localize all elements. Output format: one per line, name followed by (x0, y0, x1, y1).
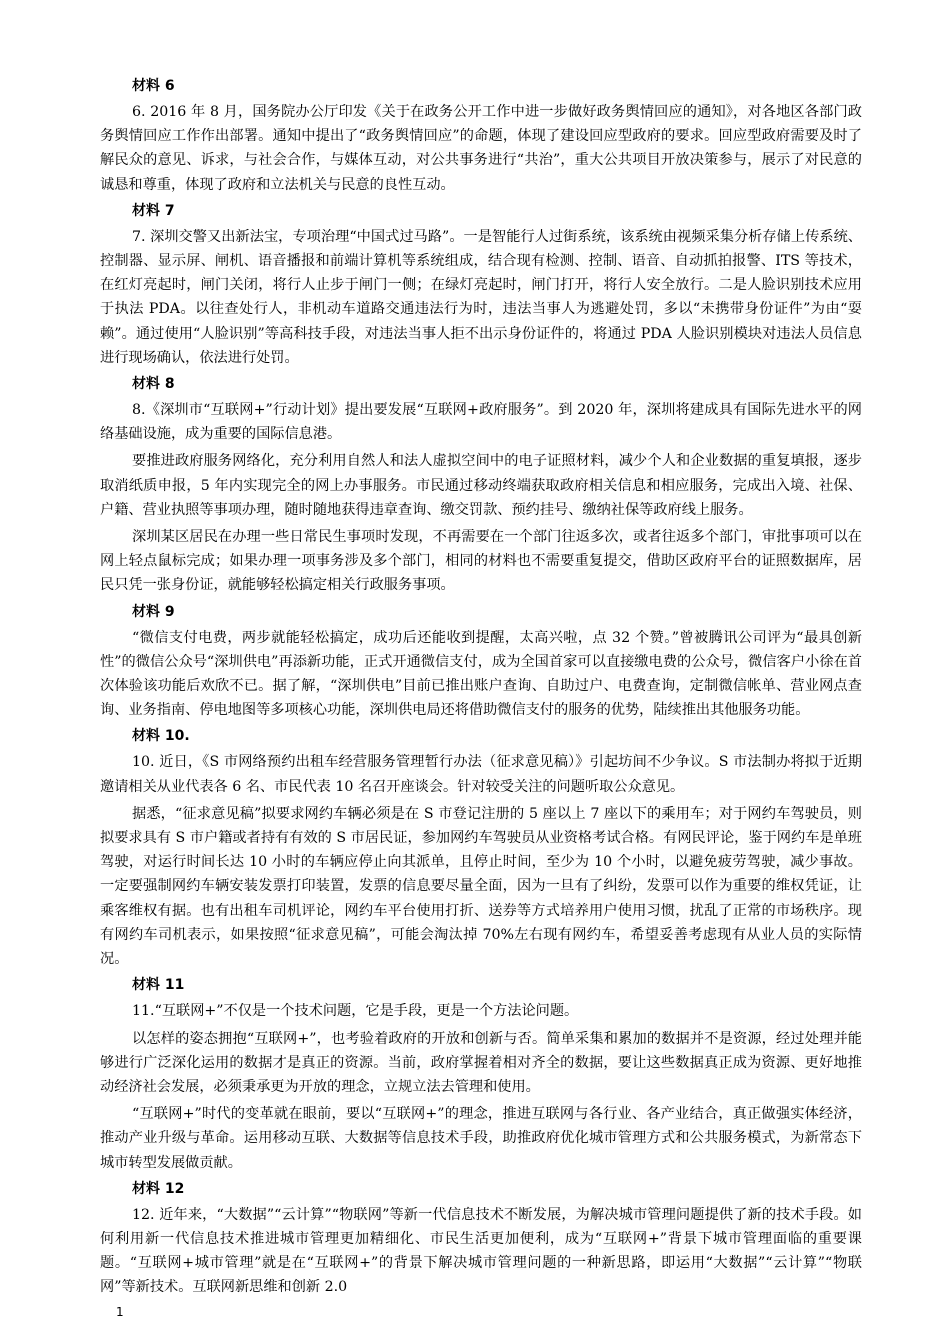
section-8-paragraph-2: 要推进政府服务网络化，充分利用自然人和法人虚拟空间中的电子证照材料，减少个人和企业数据的重复填报，逐步取消纸质申报，5 年内实现完全的网上办事服务。市民通过移动终端获取政府相关信息和相应服务，完成出入境、社保、户籍、营业执照等事项办理，随时随地获得违章查询、缴交罚款、预约挂号、缴纳社保等政府线上服务。 (100, 453, 862, 518)
document-page (100, 72, 862, 1303)
section-11-paragraph-1: 11.“互联网+”不仅是一个技术问题，它是手段，更是一个方法论问题。 (132, 1003, 579, 1020)
section-12-paragraph-1: 12. 近年来，“大数据”“云计算”“物联网”等新一代信息技术不断发展，为解决城市管理问题提供了新的技术手段。如何利用新一代信息技术推进城市管理更加精细化、市民生活更加便利，成为“互联网+”背景下城市管理面临的重要课题。“互联网+城市管理”就是在“互联网+”的背景下解决城市管理问题的一种新思路，即运用“大数据”“云计算”“物联网”等新技术。互联网新思维和创新 2.0 (100, 1206, 862, 1296)
section-11-paragraph-3: “互联网+”时代的变革就在眼前，要以“互联网+”的理念，推进互联网与各行业、各产业结合，真正做强实体经济，推动产业升级与革命。运用移动互联、大数据等信息技术手段，助推政府优化城市管理方式和公共服务模式，为新常态下城市转型发展做贡献。 (100, 1106, 862, 1171)
section-heading-11: 材料 11 (132, 977, 185, 994)
section-7-paragraph-1: 7. 深圳交警又出新法宝，专项治理“中国式过马路”。一是智能行人过街系统，该系统由视频采集分析存储上传系统、控制器、显示屏、闸机、语音播报和前端计算机等系统组成，结合现有检测、控制、语音、自动抓拍报警、ITS 等技术，在红灯亮起时，闸门关闭，将行人止步于闸门一侧；在绿灯亮起时，闸门打开，将行人安全放行。二是人脸识别技术应用于执法 PDA。以往查处行人，非机动车道路交通违法行为时，违法当事人为逃避处罚，多以“未携带身份证件”为由“耍赖”。通过使用“人脸识别”等高科技手段，对违法当事人拒不出示身份证件的，将通过 PDA 人脸识别模块对违法人员信息进行现场确认，依法进行处罚。 (100, 228, 862, 366)
section-9-paragraph-1: “微信支付电费，两步就能轻松搞定，成功后还能收到提醒，太高兴啦，点 32 个赞。”曾被腾讯公司评为“最具创新性”的微信公众号“深圳供电”再添新功能，正式开通微信支付，成为全国首家可以直接缴电费的公众号，微信客户小徐在首次体验该功能后欢欣不已。据了解，“深圳供电”目前已推出账户查询、自助过户、电费查询，定制微信帐单、营业网点查询、业务指南、停电地图等多项核心功能，深圳供电局还将借助微信支付的服务的优势，陆续推出其他服务功能。 (100, 629, 862, 719)
section-10-paragraph-1: 10. 近日，《S 市网络预约出租车经营服务管理暂行办法（征求意见稿）》引起坊间不少争议。S 市法制办将拟于近期邀请相关从业代表各 6 名、市民代表 10 名召开座谈会。针对较受关注的问题听取公众意见。 (100, 754, 862, 795)
section-heading-7: 材料 7 (132, 202, 175, 219)
section-11-paragraph-2: 以怎样的姿态拥抱“互联网+”，也考验着政府的开放和创新与否。简单采集和累加的数据并不是资源，经过处理并能够进行广泛深化运用的数据才是真正的资源。当前，政府掌握着相对齐全的数据，要让这些数据真正成为资源、更好地推动经济社会发展，必须秉承更为开放的理念，立规立法去管理和使用。 (100, 1030, 862, 1095)
section-heading-12: 材料 12 (132, 1180, 185, 1197)
page-number: 1 (116, 1305, 124, 1319)
section-heading-8: 材料 8 (132, 376, 175, 393)
section-8-paragraph-3: 深圳某区居民在办理一些日常民生事项时发现，不再需要在一个部门往返多次，或者往返多个部门，审批事项可以在网上轻点鼠标完成；如果办理一项事务涉及多个部门，相同的材料也不需要重复提交，借助区政府平台的证照数据库，居民只凭一张身份证，就能够轻松搞定相关行政服务事项。 (100, 529, 862, 594)
section-10-paragraph-2: 据悉，“征求意见稿”拟要求网约车辆必须是在 S 市登记注册的 5 座以上 7 座以下的乘用车；对于网约车驾驶员，则拟要求具有 S 市户籍或者持有有效的 S 市居民证，参加网约车驾驶员从业资格考试合格。有网民评论，鉴于网约车是单班驾驶，对运行时间长达 10 小时的车辆应停止向其派单，且停止时间，至少为 10 个小时，以避免疲劳驾驶，减少事故。一定要强制网约车辆安装发票打印装置，发票的信息要尽量全面，因为一旦有了纠纷，发票可以作为重要的维权凭证，让乘客维权有据。也有出租车司机评论，网约车平台使用打折、送券等方式培养用户使用习惯，扰乱了正常的市场秩序。现有网约车司机表示，如果按照“征求意见稿”，可能会淘汰掉 70%左右现有网约车，希望妥善考虑现有从业人员的实际情况。 (100, 805, 862, 968)
section-heading-9: 材料 9 (132, 603, 175, 620)
section-heading-6: 材料 6 (132, 78, 175, 94)
section-6-paragraph-1: 6. 2016 年 8 月，国务院办公厅印发《关于在政务公开工作中进一步做好政务舆情回应的通知》，对各地区各部门政务舆情回应工作作出部署。通知中提出了“政务舆情回应”的命题，体现了建设回应型政府的要求。回应型政府需要及时了解民众的意见、诉求，与社会合作，与媒体互动，对公共事务进行“共治”，重大公共项目开放决策参与，展示了对民意的诚恳和尊重，体现了政府和立法机关与民意的良性互动。 (100, 104, 862, 193)
section-8-paragraph-1: 8.《深圳市“互联网+”行动计划》提出要发展“互联网+政府服务”。到 2020 年，深圳将建成具有国际先进水平的网络基础设施，成为重要的国际信息港。 (100, 402, 862, 443)
section-heading-10: 材料 10. (132, 728, 190, 745)
